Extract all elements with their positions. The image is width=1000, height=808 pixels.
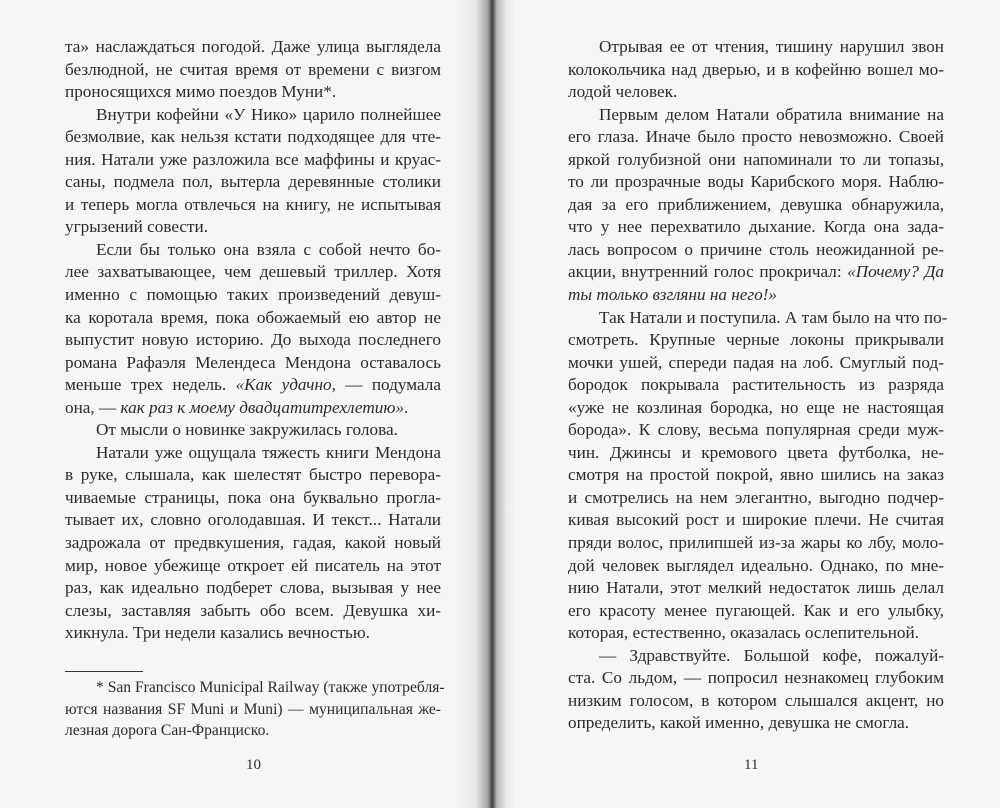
text-segment: чин. Джинсы и кремового цвета футболка, не- <box>568 442 944 462</box>
text-segment: лась вопросом о причине столь неожиданной ре- <box>568 239 944 259</box>
italic-text: «Как удачно, <box>235 375 336 395</box>
text-line <box>568 532 944 555</box>
text-segment: дая за его приближением, девушка обнаружила, <box>568 194 944 214</box>
text-line <box>568 149 944 172</box>
text-line <box>65 126 441 149</box>
text-line <box>65 352 441 375</box>
footnote-line: лезная дорога Сан-Франциско. <box>65 722 270 739</box>
text-line <box>65 194 441 217</box>
text-segment: Если бы только она взяла с собой нечто бо- <box>96 239 441 259</box>
text-line <box>65 442 441 465</box>
text-segment: «уже не козлиная бородка, но еще не настоящая <box>568 397 944 417</box>
text-segment: яркой голубизной они напоминали то ли топазы, <box>568 149 944 169</box>
text-segment: — подумала <box>335 375 441 395</box>
text-line <box>65 464 441 487</box>
text-segment: раз, как идеально подберет слова, вызывая у нее <box>65 578 441 598</box>
italic-text: «Почему? Да <box>847 262 944 282</box>
text-line <box>568 509 944 532</box>
text-segment: та» наслаждаться погодой. Даже улица выглядела <box>65 37 441 56</box>
text-line <box>65 284 441 307</box>
text-line <box>65 59 441 82</box>
text-segment: Отрывая ее от чтения, тишину нарушил звон <box>599 37 944 56</box>
text-segment: колокольчика над дверью, и в кофейню вошел мо- <box>568 59 944 79</box>
text-line <box>65 261 441 284</box>
page-number: 11 <box>744 757 759 773</box>
text-line <box>65 36 441 59</box>
text-line <box>65 600 441 623</box>
text-line <box>568 104 944 127</box>
text-segment: определить, какой именно, девушка не смогла. <box>568 713 910 733</box>
text-segment: — Здравствуйте. Большой кофе, пожалуй- <box>599 645 944 665</box>
text-segment: которая, естественно, оказалась ослепительной. <box>568 623 920 643</box>
text-line <box>568 442 944 465</box>
text-segment: нию Натали, этот мелкий недостаток лишь делал <box>568 578 944 598</box>
text-line <box>568 307 948 330</box>
text-segment: лее захватывающее, чем дешевый триллер. Хотя <box>65 262 441 282</box>
text-line <box>65 329 441 352</box>
text-line <box>568 397 944 420</box>
italic-text: как раз к моему двадцатитрехлетию» <box>120 397 405 417</box>
footnote <box>65 677 445 742</box>
text-line <box>568 667 944 690</box>
text-line <box>568 171 944 194</box>
text-line <box>568 464 944 487</box>
text-line <box>568 577 944 600</box>
footnote-line: ются названия SF Muni и Muni) — муниципальная же- <box>65 700 441 718</box>
text-segment: смотреть. Крупные черные локоны прикрывали <box>568 330 944 350</box>
text-segment: мочки ушей, спереди падая на лоб. Смуглый под- <box>568 352 944 372</box>
text-line <box>568 600 944 623</box>
text-segment: безлюдной, не считая время от времени с визгом <box>65 59 441 79</box>
text-line <box>65 239 441 262</box>
text-line <box>65 419 441 442</box>
text-segment: Первым делом Натали обратила внимание на <box>599 104 944 124</box>
text-segment: романа Рафаэля Мелендеса Мендона оставалось <box>65 352 441 372</box>
text-line <box>65 171 441 194</box>
text-segment: то ли прозрачные воды Карибского моря. Наблю- <box>568 172 944 192</box>
text-segment: смотря на простой покрой, явно шились на заказ <box>568 465 944 485</box>
text-line <box>65 532 441 555</box>
text-line <box>568 555 944 578</box>
right-page-body-text <box>568 36 948 735</box>
text-segment: борода». К слову, весьма популярная среди муж- <box>568 420 944 440</box>
text-segment: она, — <box>65 397 121 417</box>
text-segment: лодой человек. <box>568 82 678 102</box>
text-line <box>568 329 944 352</box>
text-segment: чиваемые страницы, пока она буквально прогла- <box>65 487 441 507</box>
left-page-body-text <box>65 36 441 645</box>
text-segment: выпустит новую историю. До выхода последнего <box>65 330 441 350</box>
text-segment: саны, подмела пол, вытерла деревянные столики <box>65 172 441 192</box>
text-segment: хикнула. Три недели казались вечностью. <box>65 623 370 643</box>
text-segment: слезы, заставляя забыть обо всем. Девушка хи- <box>65 600 441 620</box>
text-line <box>568 419 944 442</box>
text-line <box>65 81 441 104</box>
italic-text: ты только взгляни на него!» <box>568 285 778 305</box>
text-segment: дой человек выглядел идеально. Однако, по мне- <box>568 555 944 575</box>
text-segment: меньше трех недель. <box>65 375 236 395</box>
text-line <box>568 712 944 735</box>
text-line <box>65 149 441 172</box>
text-line <box>65 216 441 239</box>
left-page <box>0 0 485 808</box>
text-segment: низким голосом, в котором слышался акцент, но <box>568 690 944 710</box>
text-segment: мир, новое убежище откроет ей писатель на этот <box>65 555 441 575</box>
right-page <box>500 0 1000 808</box>
text-segment: Внутри кофейни «У Нико» царило полнейшее <box>96 104 441 124</box>
text-segment: его красоту менее пугающей. Как и его улыбку, <box>568 600 944 620</box>
text-segment: Натали уже ощущала тяжесть книги Мендона <box>96 442 441 462</box>
text-segment: . <box>404 397 409 417</box>
text-line <box>568 216 944 239</box>
text-line <box>568 59 944 82</box>
text-line <box>568 645 944 668</box>
footnote-line: * San Francisco Municipal Railway (также употребля- <box>96 679 445 696</box>
text-segment: ста. Со льдом, — попросил незнакомец глубоким <box>568 668 944 688</box>
text-line <box>568 126 944 149</box>
text-line <box>65 104 441 127</box>
text-line <box>568 261 944 284</box>
text-segment: задрожала от предвкушения, гадая, какой новый <box>65 533 441 553</box>
text-line <box>65 577 441 600</box>
text-segment: тывает их, словно оголодавшая. И текст... Натали <box>65 510 441 530</box>
text-segment: угрызений совести. <box>65 217 209 237</box>
text-segment: что у нее перехватило дыхание. Когда она зада- <box>568 217 944 237</box>
text-segment: бородок покрывала растительность из разряда <box>568 375 944 395</box>
page-number: 10 <box>246 757 261 773</box>
text-segment: акции, внутренний голос прокричал: <box>568 262 848 282</box>
footnote-divider <box>65 671 143 672</box>
text-line <box>65 487 441 510</box>
text-segment: кивая высокий рост и широкие плечи. Не считая <box>568 510 944 530</box>
text-segment: проносящихся мимо поездов Муни*. <box>65 82 337 102</box>
text-line <box>65 622 441 645</box>
text-line <box>568 352 944 375</box>
text-line <box>568 36 944 59</box>
text-line <box>65 374 441 397</box>
text-line <box>568 690 944 713</box>
text-line <box>65 397 441 420</box>
text-line <box>568 374 944 397</box>
text-line <box>65 555 441 578</box>
text-segment: ния. Натали уже разложила все маффины и круас- <box>65 149 441 169</box>
text-line <box>568 487 944 510</box>
text-segment: От мысли о новинке закружилась голова. <box>96 420 398 440</box>
text-segment: его глаза. Иначе было просто невозможно. Своей <box>568 127 944 147</box>
text-segment: безмолвие, как нельзя кстати подходящее для чте- <box>65 127 441 147</box>
text-segment: ка коротала время, пока обожаемый ею автор не <box>65 307 441 327</box>
text-line <box>568 81 944 104</box>
text-line <box>568 239 944 262</box>
text-line <box>65 509 441 532</box>
text-line <box>65 307 441 330</box>
text-segment: и теперь могла отвлечься на книгу, не испытывая <box>65 194 441 214</box>
text-segment: пряди волос, прилипшей из-за жары ко лбу, моло- <box>568 533 944 553</box>
text-line <box>568 622 944 645</box>
text-line <box>568 284 944 307</box>
text-segment: и смотрелись на нем элегантно, выгодно подчер- <box>568 487 944 507</box>
text-line <box>568 194 944 217</box>
text-segment: Так Натали и поступила. А там было на что по- <box>599 307 948 327</box>
text-segment: в руке, слышала, как шелестят быстро перевора- <box>65 465 441 485</box>
text-segment: именно с помощью таких произведений девуш- <box>65 285 441 305</box>
